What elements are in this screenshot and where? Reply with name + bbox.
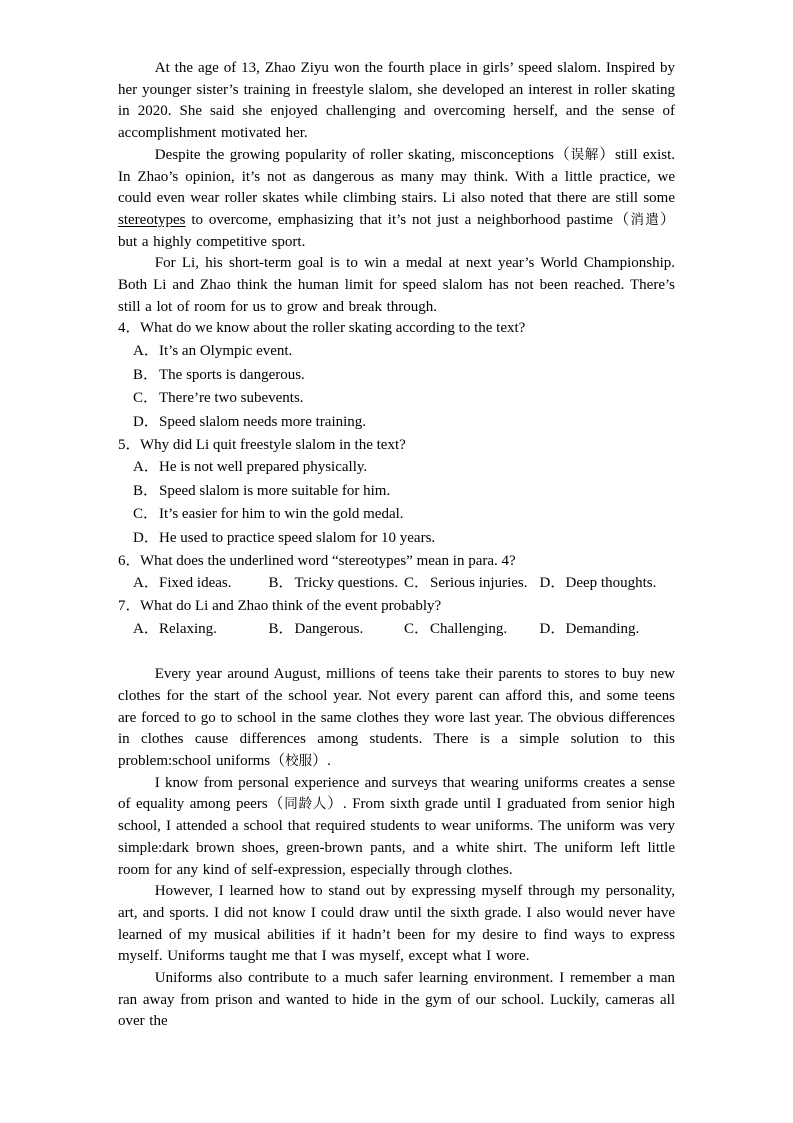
- question-7-number: 7．: [118, 597, 141, 614]
- chinese-gloss-peers: 同龄人: [284, 796, 328, 813]
- option-letter: D．: [539, 575, 566, 592]
- option-text: Fixed ideas.: [159, 575, 232, 592]
- option-text: Speed slalom needs more training.: [159, 413, 367, 430]
- question-6: [118, 551, 675, 573]
- option-text: He used to practice speed slalom for 10 years.: [159, 530, 436, 546]
- passage-two-paragraph-3: However, I learned how to stand out by expressing myself through my personality, art, and sports. I did not know I could draw until the sixth grade. I also would never have learned of my musical abilities if it hadn’t been for my desire to find ways to express myself. Uniforms taught me that I was myself, except what I wore.: [118, 883, 675, 965]
- question-6-option-a[interactable]: [133, 572, 269, 596]
- question-4-option-d[interactable]: [118, 411, 675, 435]
- option-letter: C．: [404, 620, 430, 637]
- option-letter: D．: [539, 620, 566, 637]
- chinese-gloss-pastime: 消遣: [630, 211, 660, 228]
- question-7-option-c[interactable]: [404, 618, 540, 642]
- question-5-option-c[interactable]: [118, 503, 675, 527]
- question-7-text: What do Li and Zhao think of the event probably?: [140, 597, 442, 614]
- question-7-option-a[interactable]: [133, 618, 269, 642]
- question-5-number: 5．: [118, 436, 141, 453]
- p2-para1-text-part-1: Every year around August, millions of teens take their parents to stores to buy new clothes for the start of the school year. Not every parent can afford this, and some teens are forced to go to school in the same clothes they wore last year. The obvious differences in clothes cause differences among students. There is a simple solution to this problem:school uniforms（: [118, 666, 675, 769]
- chinese-gloss-school-uniforms: 校服: [285, 753, 313, 769]
- question-4-text: What do we know about the roller skating according to the text?: [140, 320, 526, 337]
- page-content: [118, 58, 675, 1033]
- para2-text-part-1: Despite the growing popularity of roller skating, misconceptions（: [154, 146, 571, 163]
- question-4-option-b[interactable]: [118, 364, 675, 388]
- question-6-number: 6．: [118, 552, 141, 569]
- option-text: Tricky questions.: [294, 575, 399, 592]
- question-6-options: [118, 572, 675, 596]
- para2-text-part-3: to overcome, emphasizing that it’s not just a neighborhood pastime（: [185, 211, 631, 228]
- para2-text-part-4: ）but a highly competitive sport.: [118, 211, 675, 250]
- option-text: Relaxing.: [159, 620, 217, 637]
- option-letter: B．: [133, 482, 159, 499]
- passage-two-paragraph-2: [118, 773, 675, 882]
- question-4-option-c[interactable]: [118, 387, 675, 411]
- option-letter: D．: [133, 413, 159, 430]
- question-5: [118, 435, 675, 457]
- passage-two-paragraph-4: Uniforms also contribute to a much safer learning environment. I remember a man ran away from prison and wanted to hide in the gym of our school. Luckily, cameras all over the: [118, 970, 675, 1030]
- question-4: [118, 318, 675, 340]
- p2-para2-text-part-2: ）. From sixth grade until I graduated from senior high school, I attended a school that required students to wear uniforms. The uniform was very simple:dark brown shoes, green-brown pants, and a white shirt. The uniform left little room for any kind of self-expression, especially through clothes.: [118, 796, 675, 878]
- option-text: Deep thoughts.: [565, 575, 657, 592]
- option-letter: C．: [133, 506, 159, 523]
- question-4-options: [118, 340, 675, 434]
- para2-text-part-2: ）still exist. In Zhao’s opinion, it’s not as dangerous as many may think. With a little practice, we could even wear roller skates while climbing stairs. Li also noted that there are still some: [118, 146, 676, 207]
- option-text: Serious injuries.: [430, 575, 528, 592]
- option-letter: A．: [133, 459, 159, 476]
- question-5-text: Why did Li quit freestyle slalom in the text?: [140, 436, 406, 453]
- question-5-option-b[interactable]: [118, 480, 675, 504]
- option-text: He is not well prepared physically.: [159, 459, 368, 476]
- p2-para1-text-part-2: ）.: [312, 753, 331, 769]
- question-7-options: [118, 618, 675, 642]
- option-letter: C．: [133, 390, 159, 407]
- question-6-text: What does the underlined word “stereotypes” mean in para. 4?: [140, 552, 516, 569]
- question-5-option-d[interactable]: [118, 527, 675, 551]
- option-letter: C．: [404, 575, 430, 592]
- chinese-gloss-misconceptions: 误解: [570, 146, 600, 163]
- option-text: Demanding.: [565, 620, 640, 637]
- passage-one-paragraph-1: At the age of 13, Zhao Ziyu won the fourth place in girls’ speed slalom. Inspired by her younger sister’s training in freestyle slalom, she developed an interest in roller skating in 2020. She said she enjoyed challenging and overcoming herself, and the sense of accomplishment motivated her.: [118, 60, 675, 142]
- question-6-option-c[interactable]: [404, 572, 540, 596]
- question-6-option-d[interactable]: [540, 572, 676, 596]
- passage-one-paragraph-2: [118, 145, 675, 254]
- option-letter: B．: [268, 575, 294, 592]
- question-4-number: 4．: [118, 320, 141, 337]
- passage-separator: [118, 641, 675, 664]
- option-letter: A．: [133, 343, 159, 360]
- option-text: It’s an Olympic event.: [159, 343, 293, 360]
- option-letter: D．: [133, 530, 159, 546]
- passage-one-paragraph-3: For Li, his short-term goal is to win a medal at next year’s World Championship. Both Li and Zhao think the human limit for speed slalom has not been reached. There’s still a lot of room for us to grow and break through.: [118, 255, 675, 315]
- option-text: There’re two subevents.: [159, 390, 304, 407]
- question-4-option-a[interactable]: [118, 340, 675, 364]
- underlined-word-stereotypes: stereotypes: [118, 211, 186, 228]
- option-letter: B．: [133, 366, 159, 383]
- option-text: Challenging.: [430, 620, 508, 637]
- option-text: The sports is dangerous.: [159, 366, 305, 383]
- question-6-option-b[interactable]: [269, 572, 405, 596]
- question-5-option-a[interactable]: [118, 456, 675, 480]
- option-text: Dangerous.: [294, 620, 364, 637]
- question-7-option-b[interactable]: [269, 618, 405, 642]
- question-7-option-d[interactable]: [540, 618, 676, 642]
- option-text: Speed slalom is more suitable for him.: [159, 482, 391, 499]
- p2-para2-text-part-1: I know from personal experience and surveys that wearing uniforms creates a sense of equality among peers（: [118, 774, 675, 813]
- question-7: [118, 596, 675, 618]
- question-5-options: [118, 456, 675, 550]
- option-letter: A．: [133, 620, 159, 637]
- option-text: It’s easier for him to win the gold medal.: [159, 506, 404, 523]
- passage-two-paragraph-1: [118, 664, 675, 773]
- option-letter: A．: [133, 575, 159, 592]
- option-letter: B．: [268, 620, 294, 637]
